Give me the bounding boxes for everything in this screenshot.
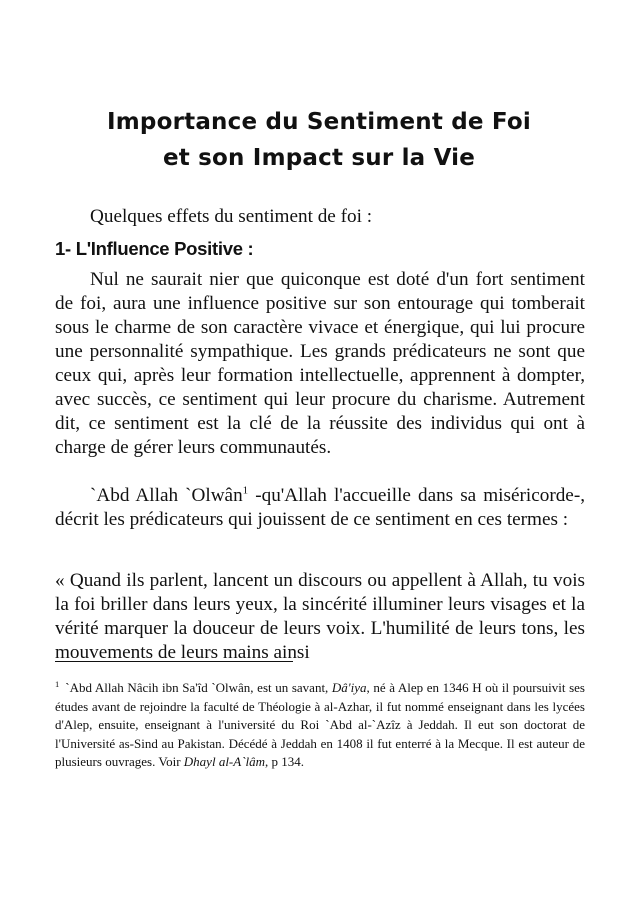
- footnote-text-1: `Abd Allah Nâcih ibn Sa'îd `Olwân, est un savant,: [65, 680, 332, 695]
- footnote-source-title: Dhayl al-A`lâm: [183, 754, 266, 770]
- footnote-marker: 1: [55, 678, 60, 689]
- section-heading: 1- L'Influence Positive :: [55, 238, 254, 259]
- intro-line: Quelques effets du sentiment de foi :: [90, 206, 373, 227]
- paragraph-influence: Nul ne saurait nier que quiconque est doté d'un fort sentiment de foi, aura une influence positive sur son entourage qui tomberait sous le charme de son caractère vivace et énergique, qui lui procure une personnalité sympathique. Les grands prédicateurs ne sont que ceux qui, après leur formation intellectuelle, apprennent à dompter, avec succès, ce sentiment qui leur procure du charisme. Autrement dit, ce sentiment est la clé de la réussite des individus qui ont à charge de gérer leurs communautés.: [55, 269, 585, 458]
- footnote-term-daiya: Dâ'iya: [331, 680, 367, 695]
- footnote-text-3: , p 134.: [265, 754, 305, 770]
- footnote-divider: [55, 661, 293, 662]
- footnote-text-2: , né à Alep en 1346 H où il poursuivit ses études avant de rejoindre la faculté de Théologie à al-Azhar, il fut nommé enseignant dans les lycées d'Alep, ensuite, enseignant à l'université du Roi `Abd al-`Azîz à Jeddah. Il eut son doctorat de l'Université as-Sind au Pakistan. Décédé à Jeddah en 1408 il fut enterré à la Mecque. Il est auteur de plusieurs ouvrages. Voir: [55, 680, 585, 770]
- title-line-2: et son Impact sur la Vie: [162, 145, 476, 171]
- author-name: `Abd Allah `Olwân: [90, 485, 243, 506]
- paragraph-2-rest: -qu'Allah l'accueille dans sa miséricorde-, décrit les prédicateurs qui jouissent de ce sentiment en ces termes :: [55, 485, 586, 530]
- footnote: [55, 679, 585, 772]
- paragraph-olwan-quote-intro: [55, 484, 585, 532]
- paragraph-quotation: « Quand ils parlent, lancent un discours ou appellent à Allah, tu vois la foi briller dans leurs yeux, la sincérité illuminer leurs visages et la vérité marquer la douceur de leurs voix. L'humilité de leurs tons, les mouvements de leurs mains ainsi: [55, 570, 585, 663]
- title-line-1: Importance du Sentiment de Foi: [107, 109, 531, 135]
- page-title: [60, 104, 578, 176]
- footnote-reference: 1: [242, 484, 249, 497]
